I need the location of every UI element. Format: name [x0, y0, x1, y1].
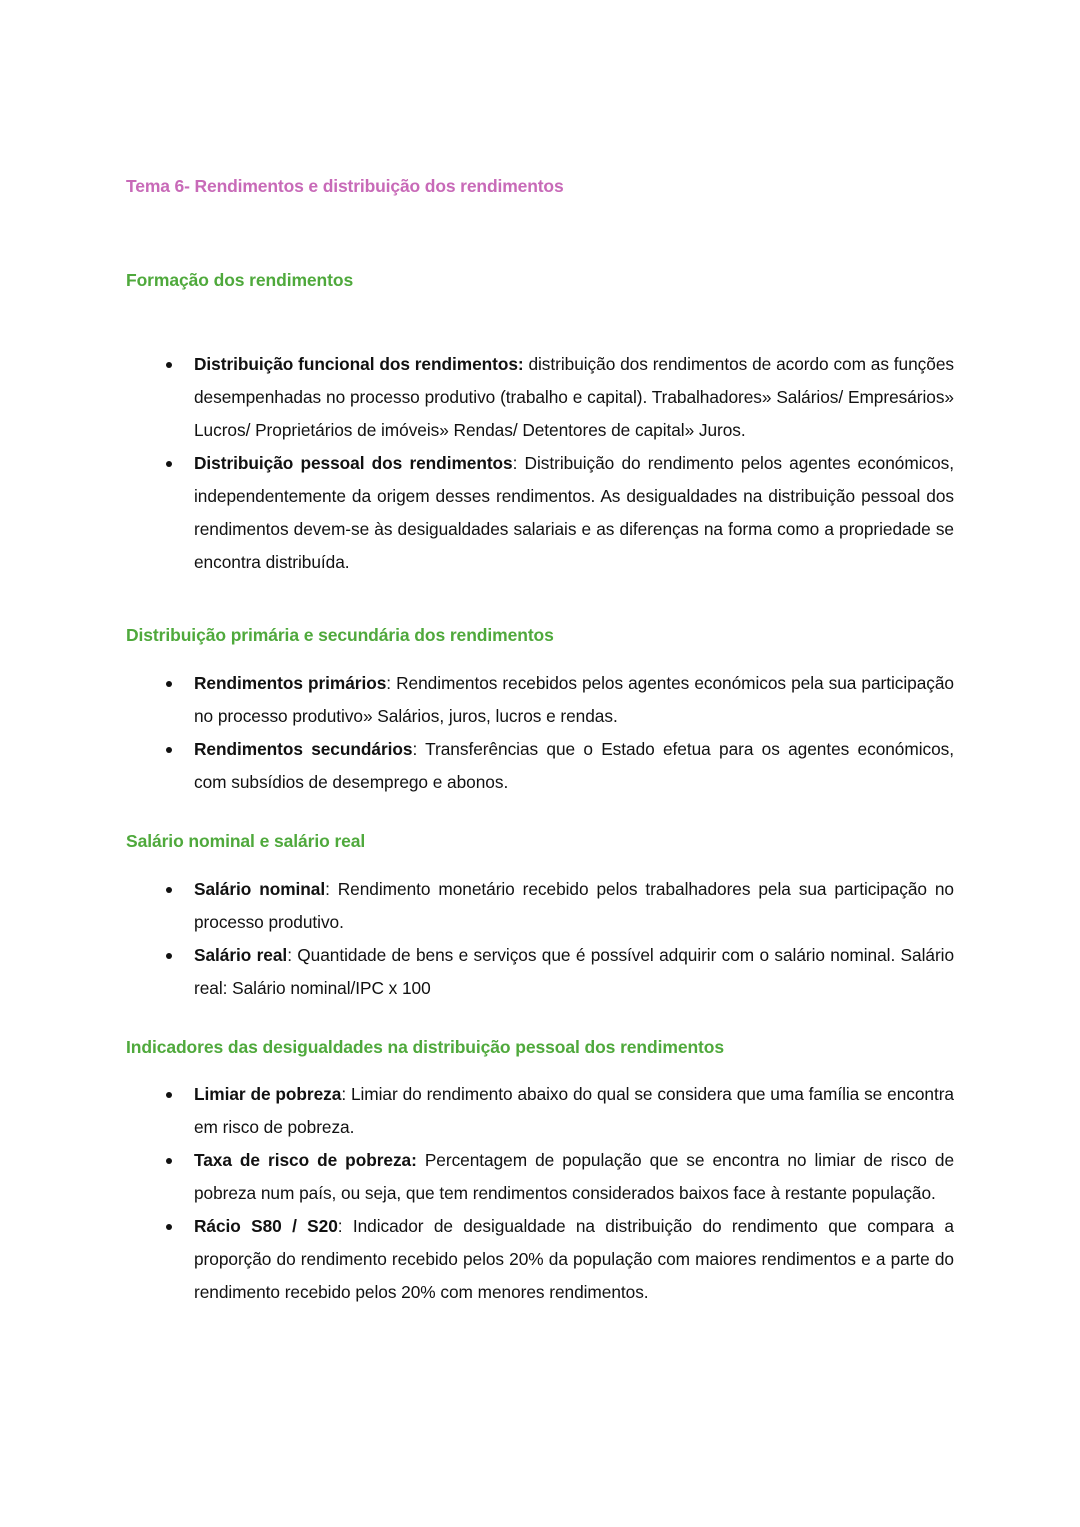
list-item-text: : Distribuição do rendimento pelos agentes económicos, independentemente da origem desses rendimentos. As desigualdades na distribuição pessoal dos rendimentos devem-se às desigualdades salariais e as diferenças na forma como a propriedade se encontra distribuída. [194, 452, 954, 572]
list-item-term: Rácio S80 / S20 [194, 1216, 338, 1237]
list-item-term: Distribuição pessoal dos rendimentos [194, 452, 513, 473]
section-heading-distribuicao-primaria-e-secundaria: Distribuição primária e secundária dos rendimentos [126, 624, 554, 645]
list-item [126, 939, 954, 1005]
bullet-list-indicadores-das-desigualdades [126, 1078, 954, 1309]
list-item [126, 447, 954, 579]
list-item-text: : Transferências que o Estado efetua para os agentes económicos, com subsídios de desemprego e abonos. [194, 738, 955, 792]
section-heading-indicadores-das-desigualdades: Indicadores das desigualdades na distribuição pessoal dos rendimentos [126, 1036, 724, 1057]
bullet-list-formacao-dos-rendimentos [126, 348, 954, 579]
section-heading-formacao-dos-rendimentos: Formação dos rendimentos [126, 269, 354, 290]
bullet-list-distribuicao-primaria-e-secundaria [126, 667, 954, 799]
list-item-term: Rendimentos secundários [194, 738, 413, 759]
list-item-text: : Indicador de desigualdade na distribuição do rendimento que compara a proporção do rendimento recebido pelos 20% da população com maiores rendimentos e a parte do rendimento recebido pelos 20% com menores rendimentos. [194, 1216, 954, 1303]
list-item-text: distribuição dos rendimentos de acordo com as funções desempenhadas no processo produtivo (trabalho e capital). Trabalhadores» Salários/ Empresários» Lucros/ Proprietários de imóveis» Rendas/ Detentores de capital» Juros. [194, 353, 954, 440]
list-item [126, 667, 954, 733]
list-item-text: Percentagem de população que se encontra no limiar de risco de pobreza num país, ou seja, que tem rendimentos considerados baixos face à restante população. [194, 1150, 954, 1204]
list-item [126, 1144, 954, 1210]
list-item [126, 873, 954, 939]
list-item-term: Rendimentos primários [194, 672, 387, 693]
list-item [126, 348, 954, 447]
page-title: Tema 6- Rendimentos e distribuição dos rendimentos [126, 176, 564, 196]
list-item [126, 733, 954, 799]
list-item-term: Salário real [194, 944, 288, 965]
list-item-text: : Limiar do rendimento abaixo do qual se considera que uma família se encontra em risco de pobreza. [194, 1084, 954, 1138]
list-item-text: : Rendimento monetário recebido pelos trabalhadores pela sua participação no processo produtivo. [194, 878, 954, 932]
list-item-term: Salário nominal [194, 878, 326, 899]
list-item-text: : Quantidade de bens e serviços que é possível adquirir com o salário nominal. Salário real: Salário nominal/IPC x 100 [194, 944, 955, 998]
list-item-text: : Rendimentos recebidos pelos agentes económicos pela sua participação no processo produtivo» Salários, juros, lucros e rendas. [194, 672, 954, 726]
list-item-term: Distribuição funcional dos rendimentos: [194, 353, 524, 374]
bullet-list-salario-nominal-e-salario-real [126, 873, 954, 1005]
section-heading-salario-nominal-e-salario-real: Salário nominal e salário real [126, 830, 366, 851]
list-item-term: Limiar de pobreza [194, 1084, 342, 1105]
list-item [126, 1210, 954, 1309]
document-content [126, 176, 954, 1309]
list-item [126, 1078, 954, 1144]
list-item-term: Taxa de risco de pobreza: [194, 1150, 417, 1171]
